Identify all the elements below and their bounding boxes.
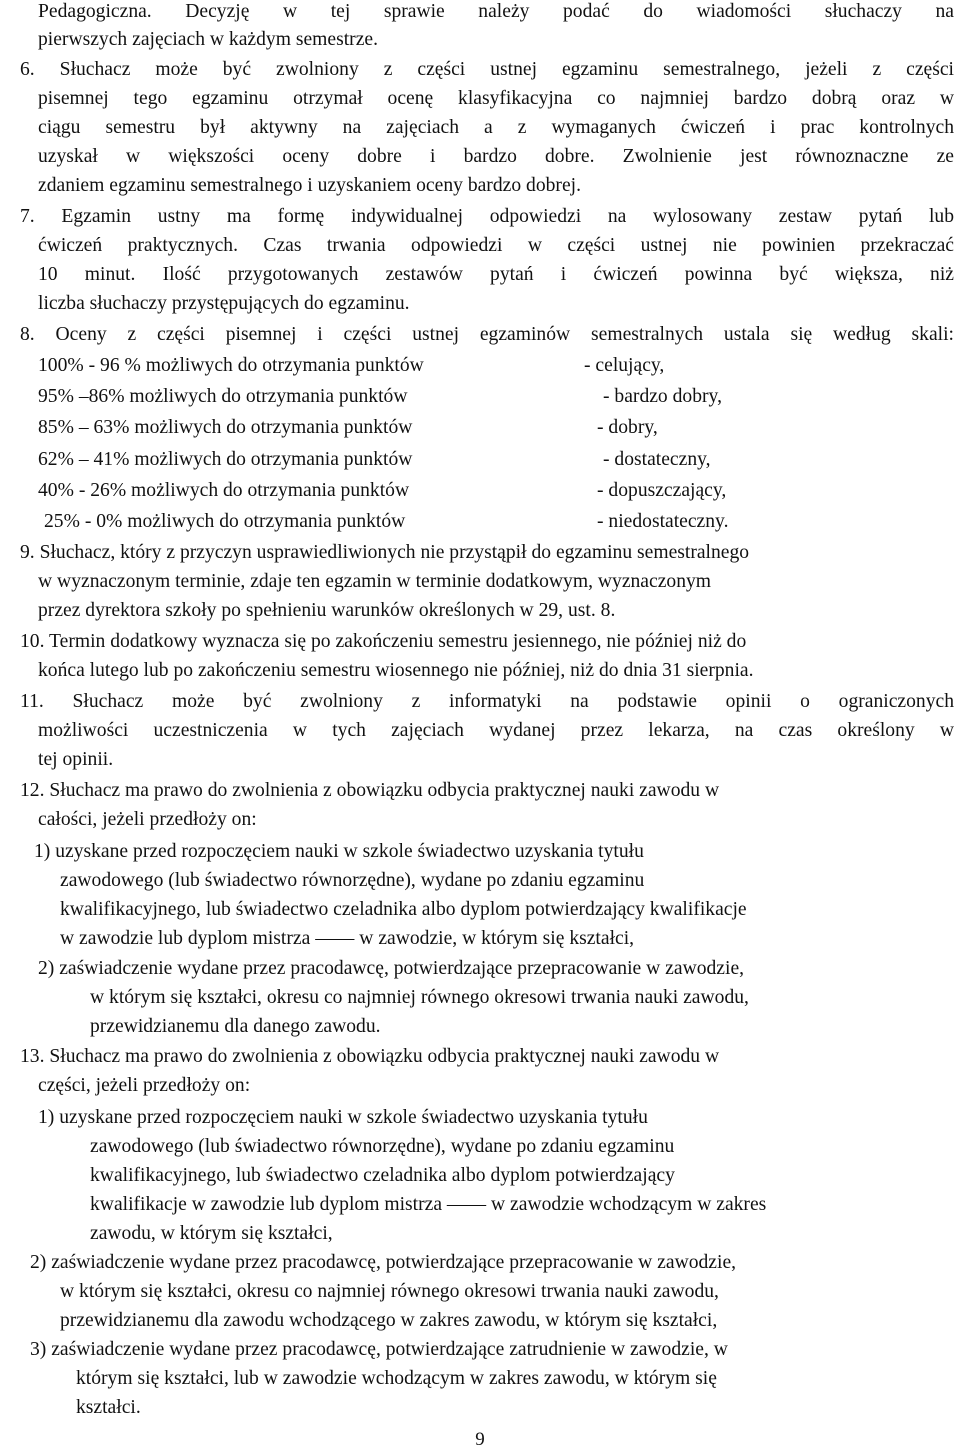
paragraph-13-item-line: kwalifikacje w zawodzie lub dyplom mistrza —— w zawodzie wchodzącym w zakres <box>90 1194 767 1215</box>
paragraph-10-line: końca lutego lub po zakończeniu semestru wiosennego nie później, niż do dnia 31 sierpnia. <box>38 660 754 681</box>
paragraph-11-line: możliwości uczestniczenia w tych zajęciach wydanej przez lekarza, na czas określony w <box>38 720 954 741</box>
scale-range: 95% –86% możliwych do otrzymania punktów <box>38 386 408 407</box>
paragraph-7-line: 7. Egzamin ustny ma formę indywidualnej odpowiedzi na wylosowany zestaw pytań lub <box>20 206 954 227</box>
paragraph-13-item-line: kwalifikacyjnego, lub świadectwo czeladnika albo dyplom potwierdzający <box>90 1165 675 1186</box>
scale-grade: - niedostateczny. <box>597 511 729 532</box>
paragraph-10-line: 10. Termin dodatkowy wyznacza się po zakończeniu semestru jesiennego, nie później niż do <box>20 631 747 652</box>
scale-range: 85% – 63% możliwych do otrzymania punktów <box>38 417 413 438</box>
paragraph-9-line: w wyznaczonym terminie, zdaje ten egzamin w terminie dodatkowym, wyznaczonym <box>38 571 712 592</box>
paragraph-13-item-line: 2) zaświadczenie wydane przez pracodawcę, potwierdzające przepracowanie w zawodzie, <box>30 1252 737 1273</box>
paragraph-13-item-line: którym się kształci, lub w zawodzie wchodzącym w zakres zawodu, w którym się <box>76 1368 717 1389</box>
intro-line: pierwszych zajęciach w każdym semestrze. <box>38 29 379 50</box>
scale-grade: - celujący, <box>584 355 665 376</box>
paragraph-13-line: 13. Słuchacz ma prawo do zwolnienia z obowiązku odbycia praktycznej nauki zawodu w <box>20 1046 720 1067</box>
paragraph-7-line: ćwiczeń praktycznych. Czas trwania odpowiedzi w części ustnej nie powinien przekraczać <box>38 235 954 256</box>
paragraph-13-item-line: zawodu, w którym się kształci, <box>90 1223 333 1244</box>
paragraph-6-line: uzyskał w większości oceny dobre i bardzo dobre. Zwolnienie jest równoznaczne ze <box>38 146 954 167</box>
paragraph-11-line: 11. Słuchacz może być zwolniony z informatyki na podstawie opinii o ograniczonych <box>20 691 954 712</box>
paragraph-9-line: 9. Słuchacz, który z przyczyn usprawiedliwionych nie przystąpił do egzaminu semestralnego <box>20 542 750 563</box>
paragraph-12-item-line: kwalifikacyjnego, lub świadectwo czeladnika albo dyplom potwierdzający kwalifikacje <box>60 899 747 920</box>
scale-grade: - dobry, <box>597 417 658 438</box>
scale-range: 62% – 41% możliwych do otrzymania punktów <box>38 449 413 470</box>
scale-grade: - dostateczny, <box>603 449 711 470</box>
paragraph-6-line: pisemnej tego egzaminu otrzymał ocenę klasyfikacyjna co najmniej bardzo dobrą oraz w <box>38 88 954 109</box>
paragraph-6-line: ciągu semestru był aktywny na zajęciach a z wymaganych ćwiczeń i prac kontrolnych <box>38 117 954 138</box>
paragraph-13-line: części, jeżeli przedłoży on: <box>38 1075 251 1096</box>
paragraph-12-line: całości, jeżeli przedłoży on: <box>38 809 257 830</box>
paragraph-12-item-line: w którym się kształci, okresu co najmniej równego okresowi trwania nauki zawodu, <box>90 987 749 1008</box>
paragraph-12-item-line: przewidzianemu dla danego zawodu. <box>90 1016 381 1037</box>
scale-grade: - dopuszczający, <box>597 480 727 501</box>
paragraph-6-line: 6. Słuchacz może być zwolniony z części ustnej egzaminu semestralnego, jeżeli z części <box>20 59 954 80</box>
scale-range: 25% - 0% możliwych do otrzymania punktów <box>44 511 406 532</box>
paragraph-12-item-line: 1) uzyskane przed rozpoczęciem nauki w szkole świadectwo uzyskania tytułu <box>34 841 644 862</box>
scale-grade: - bardzo dobry, <box>603 386 722 407</box>
paragraph-7-line: liczba słuchaczy przystępujących do egzaminu. <box>38 293 410 314</box>
paragraph-8-heading: 8. Oceny z części pisemnej i części ustnej egzaminów semestralnych ustala się według skali: <box>20 324 954 345</box>
paragraph-11-line: tej opinii. <box>38 749 114 770</box>
paragraph-13-item-line: w którym się kształci, okresu co najmniej równego okresowi trwania nauki zawodu, <box>60 1281 719 1302</box>
intro-line: Pedagogiczna. Decyzję w tej sprawie należy podać do wiadomości słuchaczy na <box>38 1 954 22</box>
paragraph-12-item-line: zawodowego (lub świadectwo równorzędne), wydane po zdaniu egzaminu <box>60 870 645 891</box>
paragraph-7-line: 10 minut. Ilość przygotowanych zestawów pytań i ćwiczeń powinna być większa, niż <box>38 264 954 285</box>
page-number: 9 <box>475 1429 485 1450</box>
paragraph-13-item-line: kształci. <box>76 1397 141 1418</box>
paragraph-9-line: przez dyrektora szkoły po spełnieniu warunków określonych w 29, ust. 8. <box>38 600 616 621</box>
paragraph-12-line: 12. Słuchacz ma prawo do zwolnienia z obowiązku odbycia praktycznej nauki zawodu w <box>20 780 720 801</box>
paragraph-12-item-line: 2) zaświadczenie wydane przez pracodawcę, potwierdzające przepracowanie w zawodzie, <box>38 958 745 979</box>
scale-range: 100% - 96 % możliwych do otrzymania punktów <box>38 355 424 376</box>
paragraph-12-item-line: w zawodzie lub dyplom mistrza —— w zawodzie, w którym się kształci, <box>60 928 635 949</box>
paragraph-13-item-line: 1) uzyskane przed rozpoczęciem nauki w szkole świadectwo uzyskania tytułu <box>38 1107 648 1128</box>
paragraph-13-item-line: 3) zaświadczenie wydane przez pracodawcę, potwierdzające zatrudnienie w zawodzie, w <box>30 1339 728 1360</box>
paragraph-13-item-line: zawodowego (lub świadectwo równorzędne), wydane po zdaniu egzaminu <box>90 1136 675 1157</box>
paragraph-13-item-line: przewidzianemu dla zawodu wchodzącego w zakres zawodu, w którym się kształci, <box>60 1310 718 1331</box>
paragraph-6-line: zdaniem egzaminu semestralnego i uzyskaniem oceny bardzo dobrej. <box>38 175 581 196</box>
scale-range: 40% - 26% możliwych do otrzymania punktów <box>38 480 410 501</box>
